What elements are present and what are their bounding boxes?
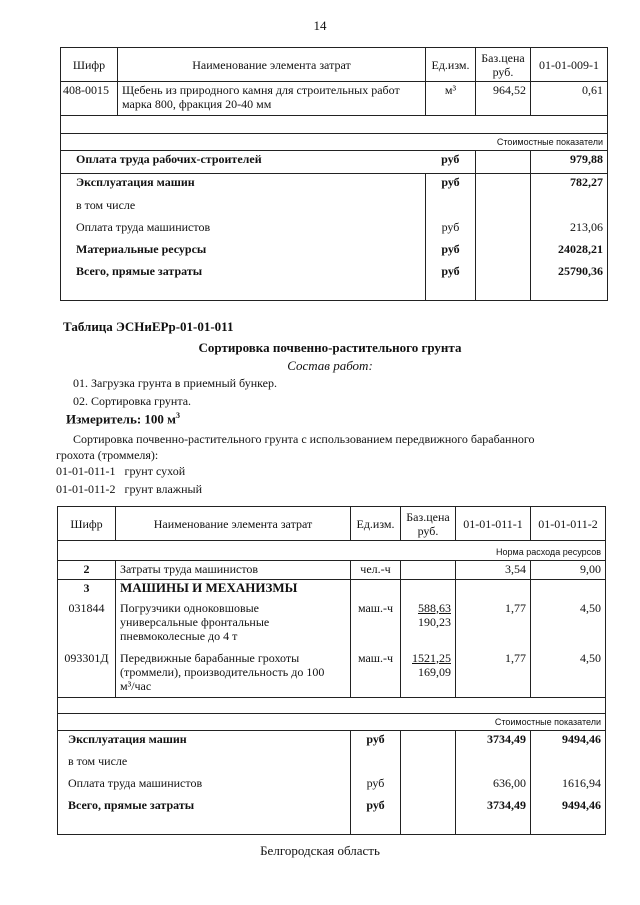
header-name: Наименование элемента затрат: [118, 48, 426, 82]
header-price: Баз.цена руб.: [401, 507, 456, 541]
header-unit: Ед.изм.: [351, 507, 401, 541]
description-line-1: Сортировка почвенно-растительного грунта с использованием передвижного барабанного: [73, 432, 535, 446]
section-heading: Сортировка почвенно-растительного грунта: [198, 340, 462, 355]
header-price: Баз.цена руб.: [476, 48, 531, 82]
header-name: Наименование элемента затрат: [116, 507, 351, 541]
table-row: 093301Д Передвижные барабанные грохоты (троммели), производительность до 100 м³/час маш.-ч 1521,25 169,09 1,77 4,50: [58, 650, 606, 698]
section-label: Стоимостные показатели: [58, 714, 606, 731]
header-code: Шифр: [61, 48, 118, 82]
header-code: Шифр: [58, 507, 116, 541]
section-label: Стоимостные показатели: [61, 134, 608, 151]
step-2: 02. Сортировка грунта.: [73, 394, 192, 408]
header-col-2: 01-01-011-2: [531, 507, 606, 541]
variant-1: 01-01-011-1 грунт сухой: [56, 464, 186, 478]
footer-region: Белгородская область: [260, 843, 380, 858]
table-row: 031844 Погрузчики одноковшовые универсальные фронтальные пневмоколесные до 4 т маш.-ч 588,63 190,23 1,77 4,50: [58, 600, 606, 650]
header-col-1: 01-01-011-1: [456, 507, 531, 541]
table-title: Таблица ЭСНиЕРр-01-01-011: [63, 319, 234, 334]
cost-table-2: Шифр Наименование элемента затрат Ед.изм. Баз.цена руб. 01-01-011-1 01-01-011-2 Норма расхода ресурсов 2 Затраты труда машинистов чел.-ч 3,54 9,00 3 МАШИНЫ И МЕХАНИЗМЫ 031844 Погрузчики одноковшовые универсальные фронтальные пневмоколесные до 4 т маш.-ч 588,63 190,23 1,77 4,50 093301Д Передвижные барабанные грохоты (троммели), производительность до 100 м³/час маш.-ч 1521,25 169,09 1,77 4,50 Стоимостные показатели Эксплуатация машин руб 3734,49 9494,46 в том числе Оплата труда машинистов руб 636,00 1616,94 Всего, прямые затраты руб 3734,49 9494,46: [57, 506, 606, 835]
header-col: 01-01-009-1: [531, 48, 608, 82]
step-1: 01. Загрузка грунта в приемный бункер.: [73, 376, 277, 390]
table-row: 408-0015 Щебень из природного камня для строительных работ марка 800, фракция 20-40 мм м³ 964,52 0,61: [61, 82, 608, 116]
description-line-2: грохота (троммеля):: [56, 448, 159, 462]
header-unit: Ед.изм.: [426, 48, 476, 82]
meter-label: Измеритель: 100 $м^3$: [66, 411, 181, 427]
cost-table-1: Шифр Наименование элемента затрат Ед.изм. Баз.цена руб. 01-01-009-1 408-0015 Щебень из природного камня для строительных работ марка 800, фракция 20-40 мм м³ 964,52 0,61 Стоимостные показатели Оплата труда рабочих-строителей руб 979,88 Эксплуатация машин руб 782,27 в том числе Оплата труда машинистов руб 213,06 Материальные ресурсы руб 24028,21 Всего, прямые затраты руб 25790,36: [60, 47, 608, 301]
variant-2: 01-01-011-2 грунт влажный: [56, 482, 202, 496]
norm-label: Норма расхода ресурсов: [58, 541, 606, 561]
table-row: 2 Затраты труда машинистов чел.-ч 3,54 9,00: [58, 561, 606, 580]
composition-label: Состав работ:: [287, 358, 373, 373]
page-number: 14: [313, 18, 327, 33]
